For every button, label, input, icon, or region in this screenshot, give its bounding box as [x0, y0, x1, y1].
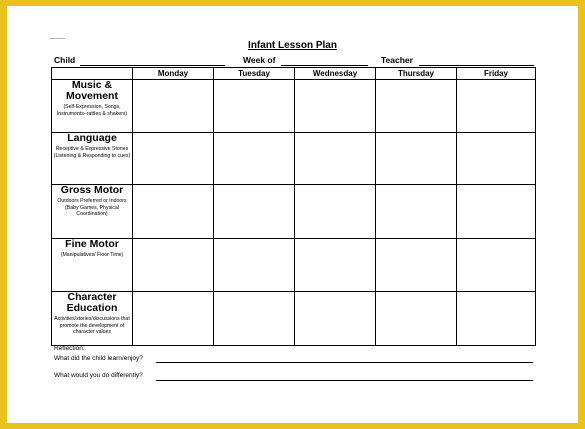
week-of-label: Week of	[243, 55, 276, 65]
plan-cell-music-wednesday[interactable]	[295, 80, 376, 133]
subject-cell-music	[52, 80, 133, 133]
header-fields	[54, 55, 534, 67]
subject-cell-language	[52, 133, 133, 185]
subject-cell-fine-motor	[52, 239, 133, 292]
day-header-thursday: Thursday	[376, 68, 457, 80]
reflection-answer-2-field[interactable]	[156, 380, 533, 381]
child-field[interactable]	[80, 65, 225, 66]
plan-cell-character-wednesday[interactable]	[295, 292, 376, 346]
subject-cell-gross-motor	[52, 185, 133, 239]
plan-cell-music-tuesday[interactable]	[214, 80, 295, 133]
table-row-music	[52, 80, 536, 133]
subject-title: Gross Motor	[60, 184, 124, 196]
teacher-label: Teacher	[381, 55, 413, 65]
plan-cell-music-monday[interactable]	[133, 80, 214, 133]
plan-cell-character-thursday[interactable]	[376, 292, 457, 346]
subject-cell-character	[52, 292, 133, 346]
plan-cell-language-friday[interactable]	[457, 133, 536, 185]
plan-cell-gross-motor-friday[interactable]	[457, 185, 536, 239]
subject-description: Outdoors Preferred or Indoors (Baby Games, Physical Coordination)	[57, 198, 127, 217]
plan-cell-language-monday[interactable]	[133, 133, 214, 185]
plan-cell-gross-motor-monday[interactable]	[133, 185, 214, 239]
day-header-tuesday: Tuesday	[214, 68, 295, 80]
table-header-row	[52, 68, 536, 80]
lesson-plan-table	[51, 67, 536, 346]
reflection-answer-1-field[interactable]	[156, 362, 533, 363]
subject-description: Activities/stories/discussions that promote the development of character values	[54, 316, 130, 335]
subject-title: Language	[67, 132, 117, 144]
table-row-gross-motor	[52, 185, 536, 239]
page-title: Infant Lesson Plan	[248, 40, 337, 51]
plan-cell-music-friday[interactable]	[457, 80, 536, 133]
page-corner-mark	[49, 38, 65, 39]
day-header-friday: Friday	[457, 68, 536, 80]
child-label: Child	[54, 55, 76, 65]
plan-cell-gross-motor-thursday[interactable]	[376, 185, 457, 239]
subject-description: Receptive & Expressive Stories (Listening & Responding to cues)	[53, 146, 131, 159]
plan-cell-fine-motor-thursday[interactable]	[376, 239, 457, 292]
plan-cell-language-wednesday[interactable]	[295, 133, 376, 185]
plan-cell-language-tuesday[interactable]	[214, 133, 295, 185]
reflection-label: Reflection:	[54, 345, 85, 352]
plan-cell-character-friday[interactable]	[457, 292, 536, 346]
week-of-field[interactable]	[281, 65, 368, 66]
table-row-character	[52, 292, 536, 346]
plan-cell-language-thursday[interactable]	[376, 133, 457, 185]
reflection-question-2: What would you do differently?	[54, 372, 143, 379]
plan-cell-character-tuesday[interactable]	[214, 292, 295, 346]
table-row-language	[52, 133, 536, 185]
reflection-question-1: What did the child learn/enjoy?	[54, 355, 143, 362]
subject-title: Fine Motor	[65, 238, 119, 250]
day-header-monday: Monday	[133, 68, 214, 80]
plan-cell-fine-motor-friday[interactable]	[457, 239, 536, 292]
plan-cell-character-monday[interactable]	[133, 292, 214, 346]
table-row-fine-motor	[52, 239, 536, 292]
subject-description: (Self-Expression, Songs, Instruments–rattles & shakers)	[56, 104, 128, 117]
corner-header-cell	[52, 68, 133, 80]
day-header-wednesday: Wednesday	[295, 68, 376, 80]
plan-cell-gross-motor-tuesday[interactable]	[214, 185, 295, 239]
subject-description: (Manipulatives/ Floor Time)	[60, 252, 124, 258]
plan-cell-fine-motor-monday[interactable]	[133, 239, 214, 292]
subject-title: Music & Movement	[66, 79, 118, 102]
plan-cell-gross-motor-wednesday[interactable]	[295, 185, 376, 239]
plan-cell-fine-motor-tuesday[interactable]	[214, 239, 295, 292]
subject-title: Character Education	[66, 291, 118, 314]
teacher-field[interactable]	[419, 65, 534, 66]
plan-cell-music-thursday[interactable]	[376, 80, 457, 133]
plan-cell-fine-motor-wednesday[interactable]	[295, 239, 376, 292]
